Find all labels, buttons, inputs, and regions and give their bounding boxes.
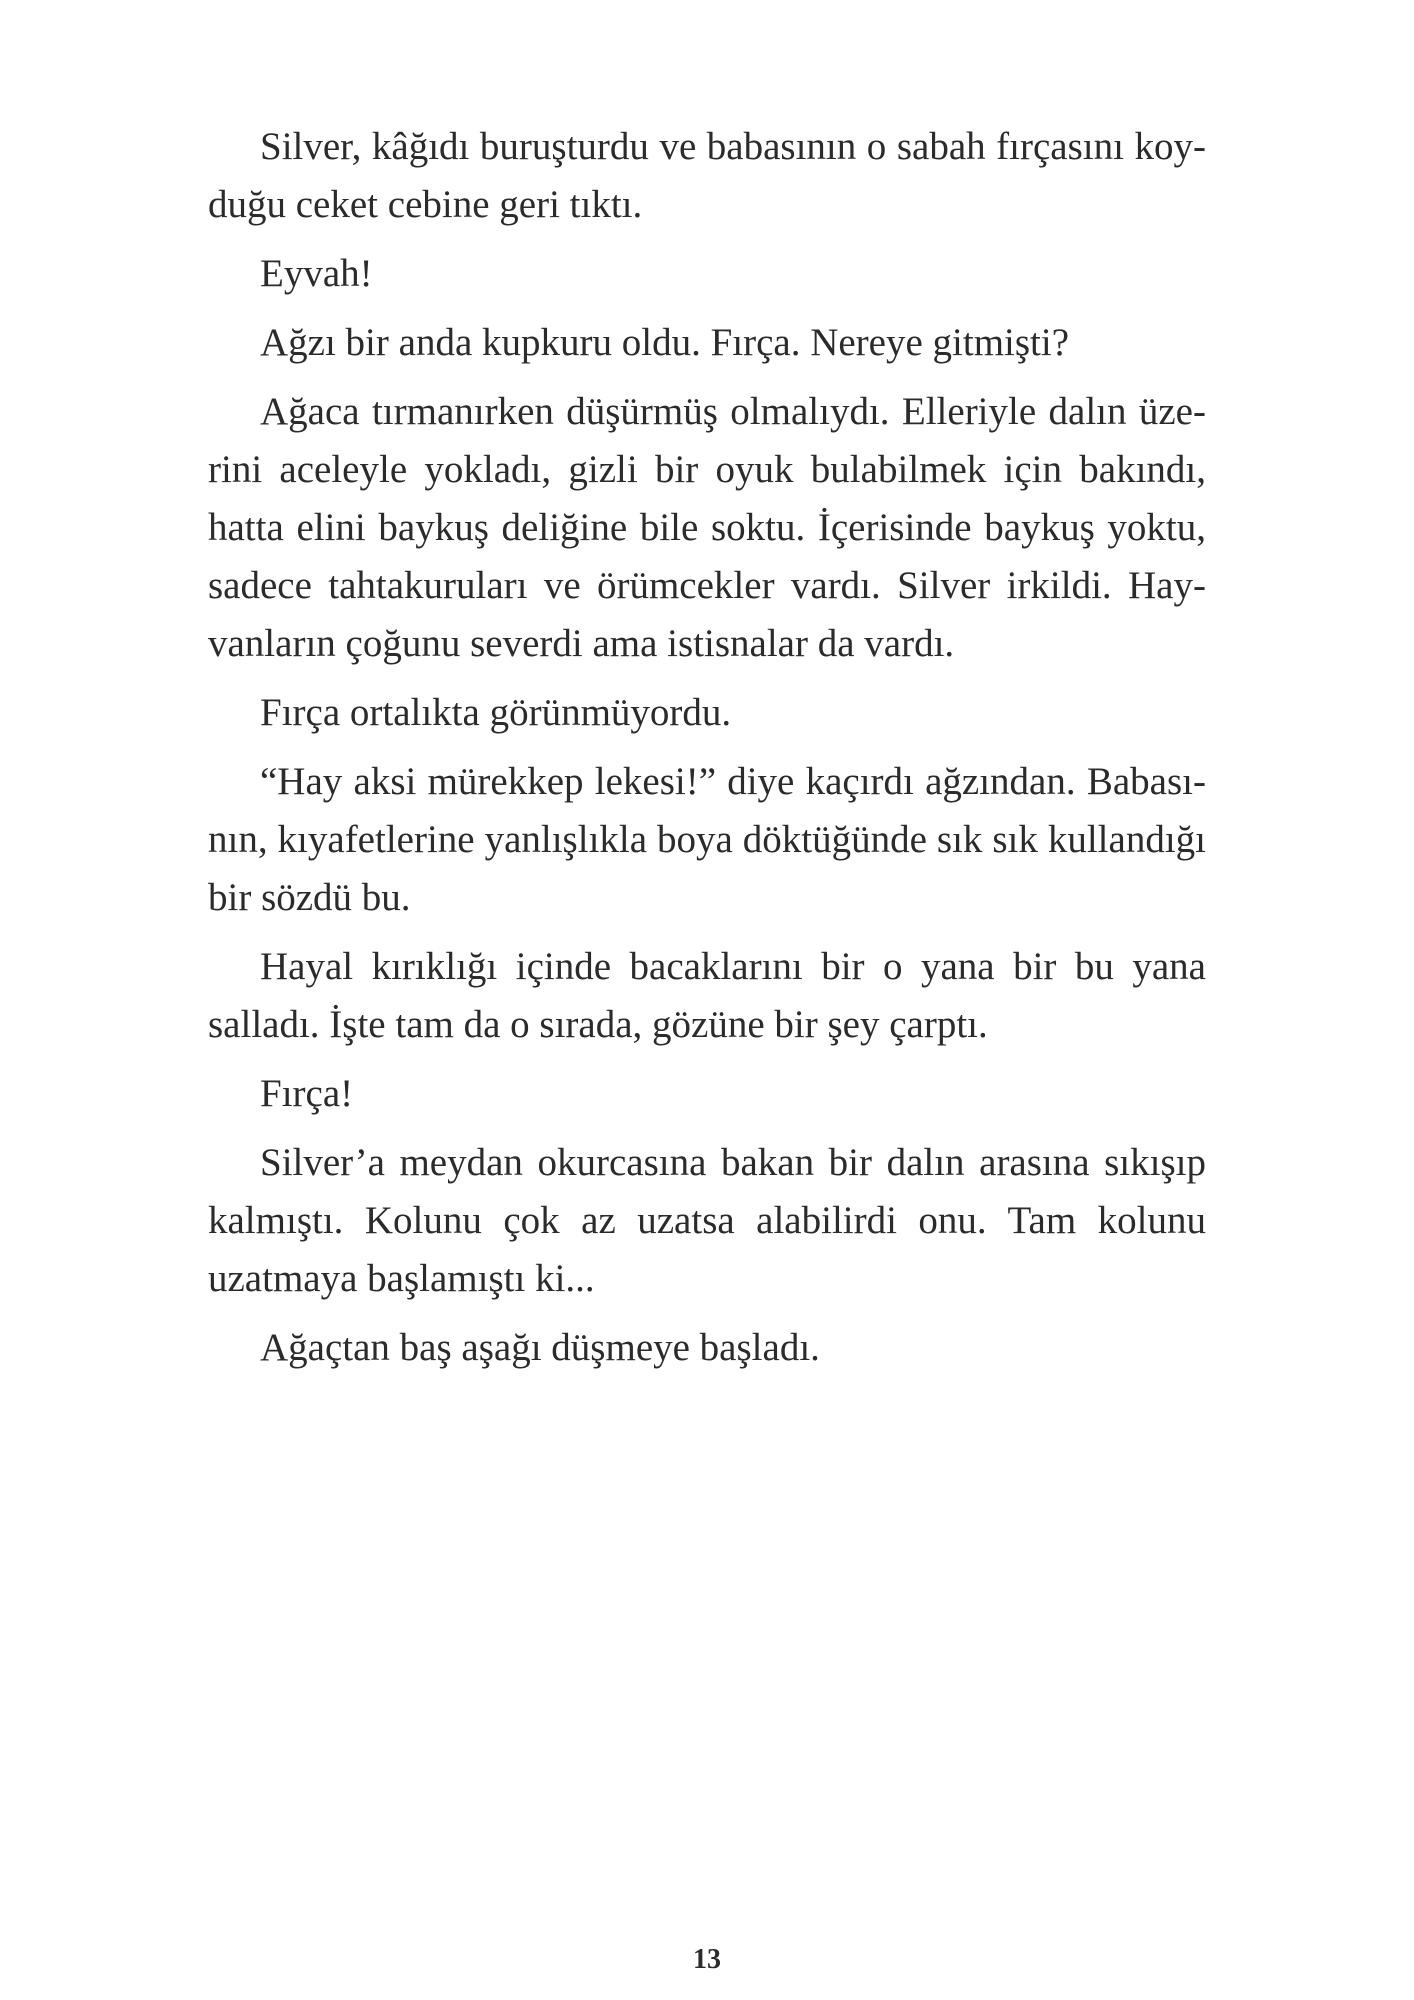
body-text bbox=[208, 118, 1206, 1388]
paragraph: Silver, kâğıdı buruşturdu ve babasının o sabah fırçasını koyduğu ceket cebine geri tıktı. bbox=[208, 125, 1206, 226]
page-number: 13 bbox=[693, 1944, 721, 1975]
paragraph: Hayal kırıklığı içinde bacaklarını bir o yana bir bu yana salladı. İşte tam da o sırada, gözüne bir şey çarptı. bbox=[208, 945, 1206, 1046]
paragraph: Ağaca tırmanırken düşürmüş olmalıydı. Elleriyle dalın üzerini aceleyle yokladı, gizli bir oyuk bulabilmek için bakındı, hatta elini baykuş deliğine bile soktu. İçerisinde baykuş yoktu, sadece tahtakuruları ve örümcekler vardı. Silver irkildi. Hayvanların çoğunu severdi ama istisnalar da vardı. bbox=[208, 390, 1206, 665]
paragraph: Ağzı bir anda kupkuru oldu. Fırça. Nereye gitmişti? bbox=[260, 321, 1070, 364]
paragraph: Eyvah! bbox=[260, 252, 373, 295]
paragraph: Silver’a meydan okurcasına bakan bir dalın arasına sıkışıp kalmıştı. Kolunu çok az uzatsa alabilirdi onu. Tam kolunu uzatmaya başlamıştı ki... bbox=[208, 1141, 1206, 1300]
paragraph: Fırça ortalıkta görünmüyordu. bbox=[260, 691, 732, 734]
paragraph: Fırça! bbox=[260, 1072, 354, 1115]
paragraph: “Hay aksi mürekkep lekesi!” diye kaçırdı ağzından. Babasının, kıyafetlerine yanlışlıkla boya döktüğünde sık sık kullandığı bir sözdü bu. bbox=[208, 760, 1206, 919]
paragraph: Ağaçtan baş aşağı düşmeye başladı. bbox=[260, 1326, 820, 1369]
